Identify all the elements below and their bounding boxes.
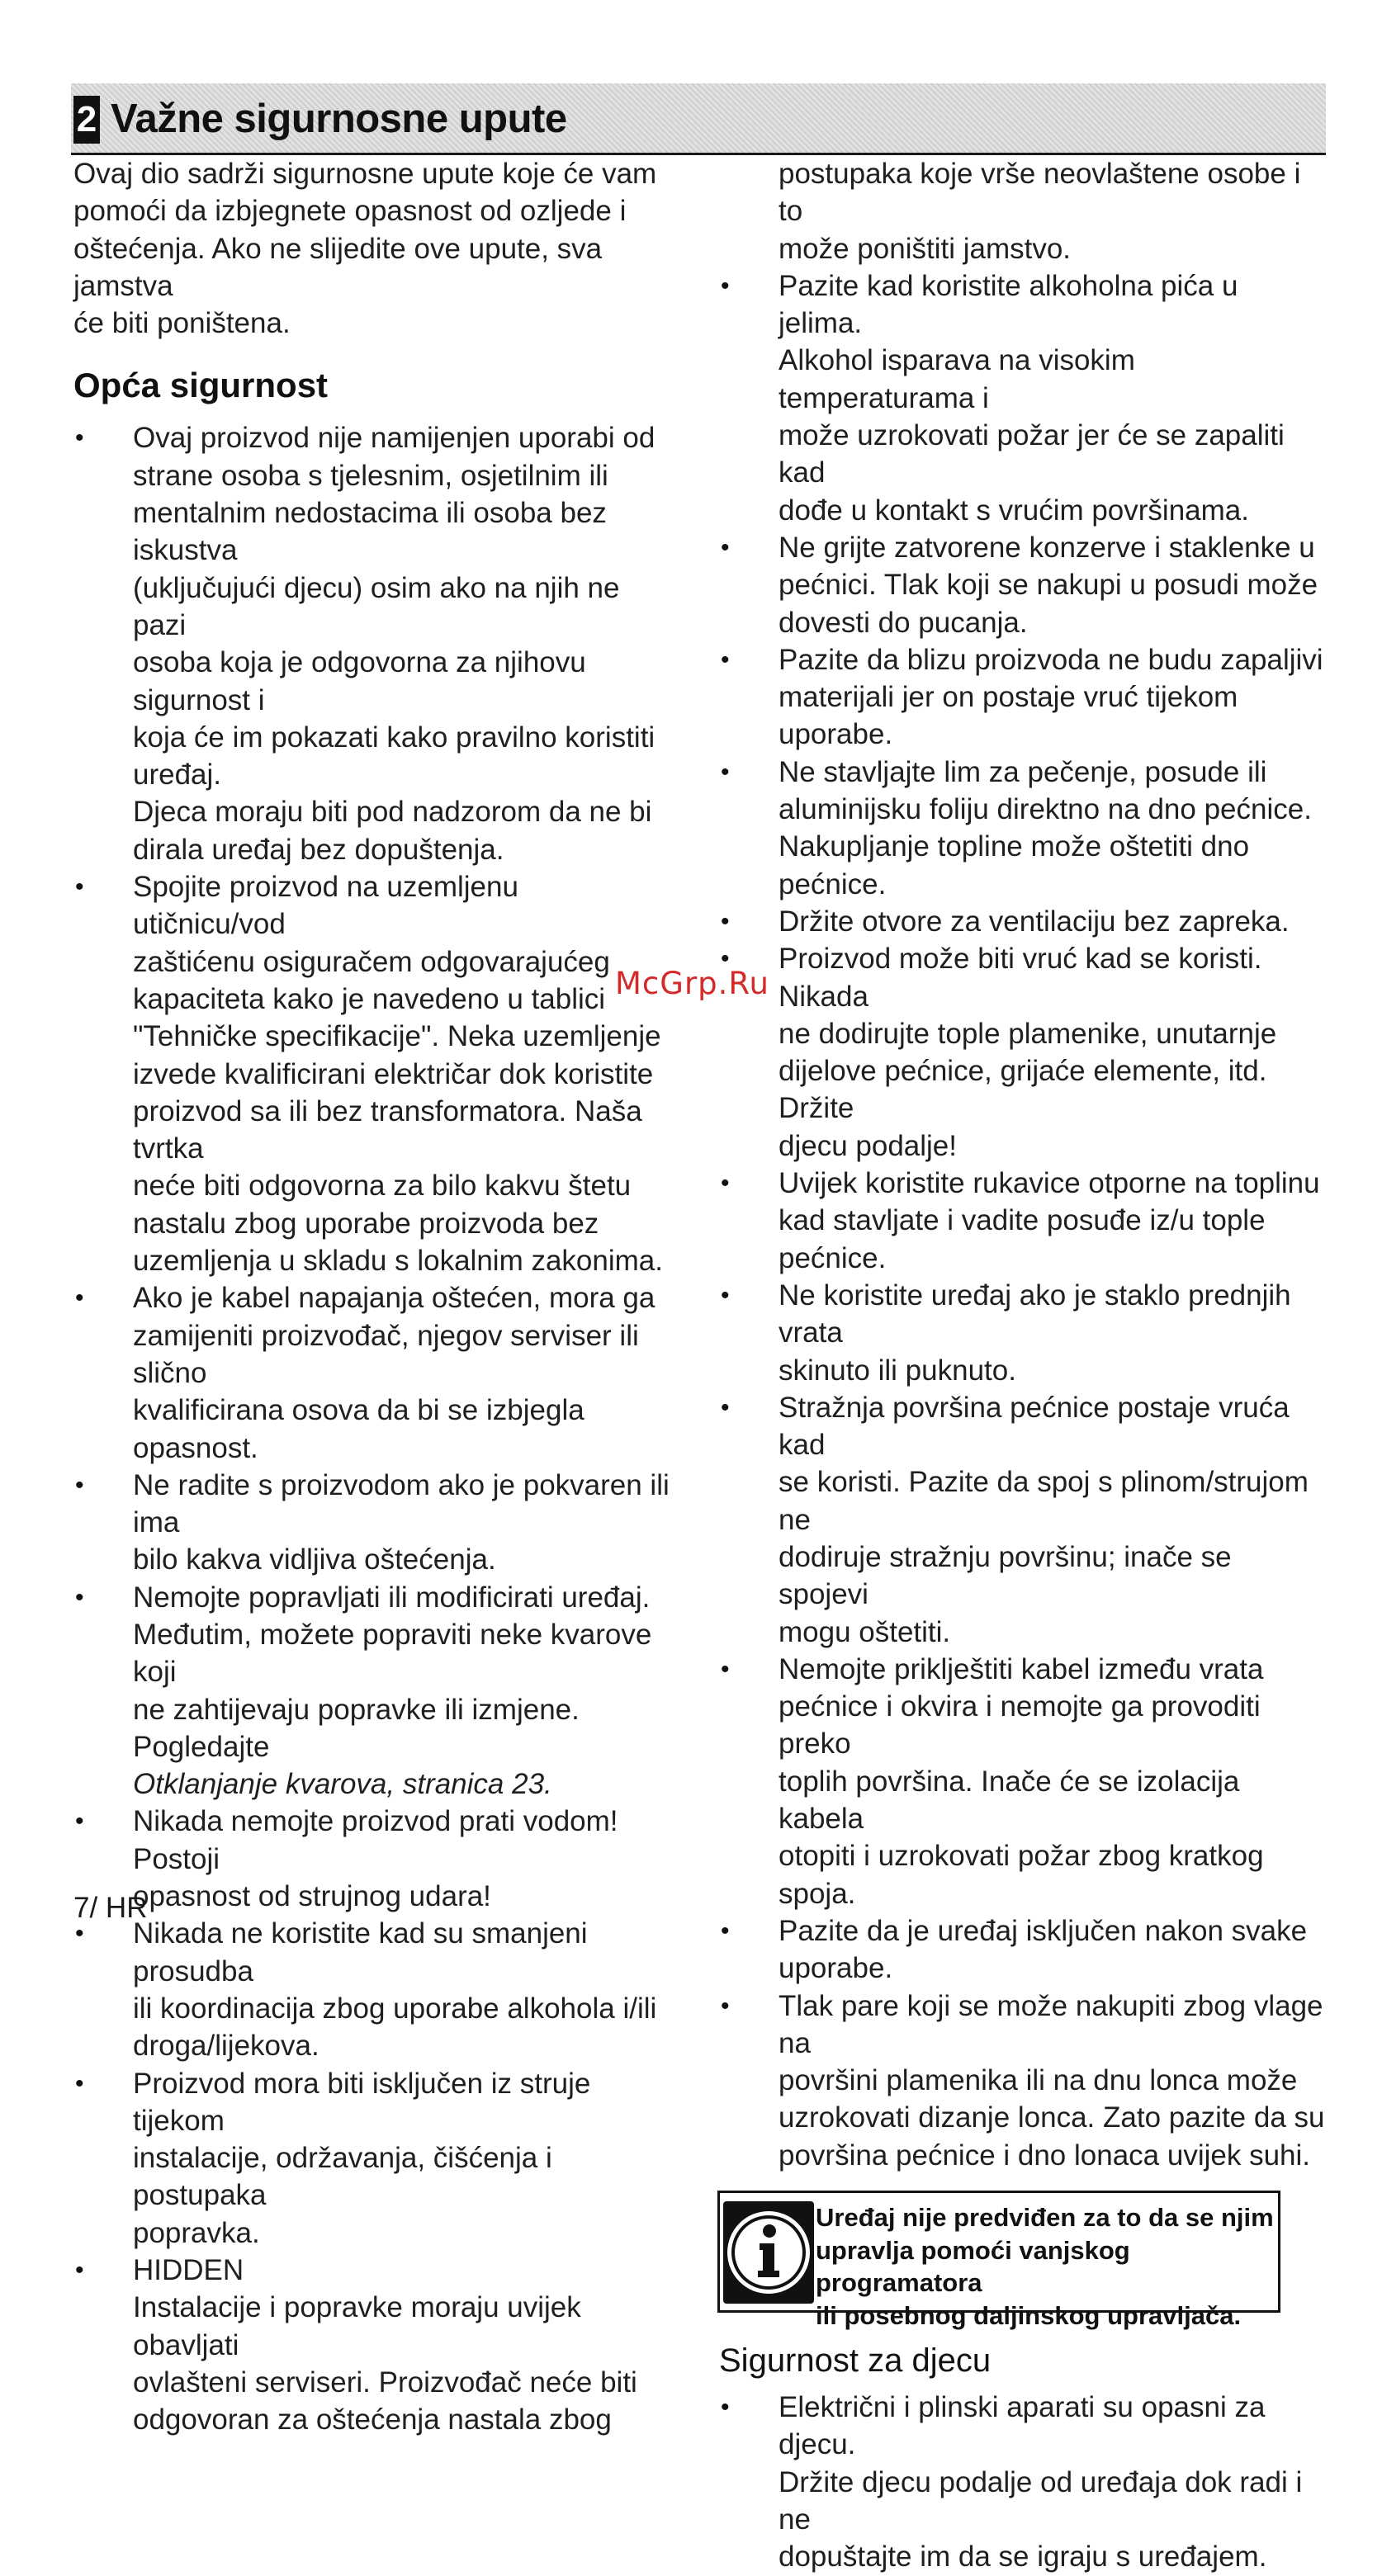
list-item: • HIDDEN Instalacije i popravke moraju uvijek obavljati ovlašteni serviseri. Proizvođač neće biti odgovoran za oštećenja nastala zbog <box>73 2252 676 2438</box>
page-number: 7/ HR <box>73 1892 148 1924</box>
intro-paragraph: Ovaj dio sadrži sigurnosne upute koje će vam pomoći da izbjegnete opasnost od ozljede i oštećenja. Ako ne slijedite ove upute, sva jamstva će biti poništena. <box>73 158 657 340</box>
info-icon <box>723 2201 814 2304</box>
chapter-number: 2 <box>73 96 100 144</box>
list-item: • Električni i plinski aparati su opasni za djecu. Držite djecu podalje od uređaja dok radi i ne dopuštajte im da se igraju s uređajem. <box>719 2389 1326 2575</box>
list-item: • Ne koristite uređaj ako je staklo prednjih vrata skinuto ili puknuto. <box>719 1277 1326 1389</box>
troubleshooting-reference: Otklanjanje kvarova, stranica 23. <box>133 1768 552 1801</box>
list-item: • Ne radite s proizvodom ako je pokvaren ili ima bilo kakva vidljiva oštećenja. <box>73 1467 676 1579</box>
repair-text: • Nemojte popravljati ili modificirati uređaj. Međutim, možete popraviti neke kvarove koji ne zahtijevaju popravke ili izmjene. Pogledajte <box>133 1581 652 1763</box>
list-item: • Ovaj proizvod nije namijenjen uporabi od strane osoba s tjelesnim, osjetilnim ili mentalnim nedostacima ili osoba bez iskustva (uključujući djecu) osim ako na njih ne pazi osoba koja je odgovorna za njihovu sigurnost i koja će im pokazati kako pravilno koristiti uređaj. Djeca moraju biti pod nadzorom da ne bi dirala uređaj bez dopuštenja. <box>73 419 676 868</box>
info-note-box <box>717 2191 1280 2330</box>
list-item: • Pazite kad koristite alkoholna pića u jelima. Alkohol isparava na visokim temperaturama i može uzrokovati požar jer će se zapaliti kad dođe u kontakt s vrućim površinama. <box>719 267 1326 529</box>
right-column <box>719 155 1326 2576</box>
list-item: • Proizvod mora biti isključen iz struje tijekom instalacije, održavanja, čišćenja i postupaka popravka. <box>73 2065 676 2252</box>
general-safety-list <box>73 419 676 2438</box>
list-item: • Ne grijte zatvorene konzerve i staklenke u pećnici. Tlak koji se nakupi u posudi može dovesti do pucanja. <box>719 529 1326 641</box>
section-title-general-safety: Opća sigurnost <box>73 366 329 405</box>
list-item: • Stražnja površina pećnice postaje vruća kad se koristi. Pazite da spoj s plinom/strujom ne dodiruje stražnju površinu; inače se spojevi mogu oštetiti. <box>719 1389 1326 1651</box>
left-column <box>73 155 676 2439</box>
section-title-child-safety: Sigurnost za djecu <box>719 2342 992 2380</box>
info-note-text: Uređaj nije predviđen za to da se njim upravlja pomoći vanjskog programatora ili posebnog daljinskog upravljača. <box>816 2203 1274 2330</box>
list-item: • Uvijek koristite rukavice otporne na toplinu kad stavljate i vadite posuđe iz/u tople pećnice. <box>719 1165 1326 1277</box>
list-item: • Nikada nemojte proizvod prati vodom! Postoji opasnost od strujnog udara! <box>73 1803 676 1915</box>
chapter-header <box>71 83 1326 155</box>
list-item: • Ako je kabel napajanja oštećen, mora ga zamijeniti proizvođač, njegov serviser ili slično kvalificirana osova da bi se izbjegla opasnost. <box>73 1279 676 1466</box>
list-item: • Držite otvore za ventilaciju bez zapreka. <box>719 903 1326 940</box>
list-item: • Nemojte priklještiti kabel između vrata pećnice i okvira i nemojte ga provoditi preko toplih površina. Inače će se izolacija kabela otopiti i uzrokovati požar zbog kratkog spoja. <box>719 1651 1326 1912</box>
chapter-title: Važne sigurnosne upute <box>111 97 567 141</box>
child-safety-list <box>719 2389 1326 2575</box>
list-item: • Ne stavljajte lim za pečenje, posude ili aluminijsku foliju direktno na dno pećnice. Nakupljanje topline može oštetiti dno pećnice. <box>719 754 1326 903</box>
list-item: • Nikada ne koristite kad su smanjeni prosudba ili koordinacija zbog uporabe alkohola i/ili droga/lijekova. <box>73 1915 676 2064</box>
list-item: • Pazite da blizu proizvoda ne budu zapaljivi materijali jer on postaje vruć tijekom uporabe. <box>719 641 1326 754</box>
list-item-continuation: postupaka koje vrše neovlaštene osobe i to može poništiti jamstvo. <box>779 158 1301 265</box>
list-item: • Spojite proizvod na uzemljenu utičnicu/vod zaštićenu osiguračem odgovarajućeg kapaciteta kako je navedeno u tablici "Tehničke specifikacije". Neka uzemljenje izvede kvalificirani električar dok koristite proizvod sa ili bez transformatora. Naša tvrtka neće biti odgovorna za bilo kakvu štetu nastalu zbog uporabe proizvoda bez uzemljenja u skladu s lokalnim zakonima. <box>73 868 676 1279</box>
list-item: • Pazite da je uređaj isključen nakon svake uporabe. <box>719 1912 1326 1988</box>
watermark: McGrp.Ru <box>615 966 769 1001</box>
list-item: • Tlak pare koji se može nakupiti zbog vlage na površini plamenika ili na dnu lonca može uzrokovati dizanje lonca. Zato pazite da su površina pećnice i dno lonaca uvijek suhi. <box>719 1988 1326 2174</box>
list-item: • Proizvod može biti vruć kad se koristi. Nikada ne dodirujte tople plamenike, unutarnje dijelove pećnice, grijaće elemente, itd. Držite djecu podalje! <box>719 940 1326 1165</box>
general-safety-list-continued <box>719 155 1326 2174</box>
list-item-repair <box>73 1579 676 1803</box>
